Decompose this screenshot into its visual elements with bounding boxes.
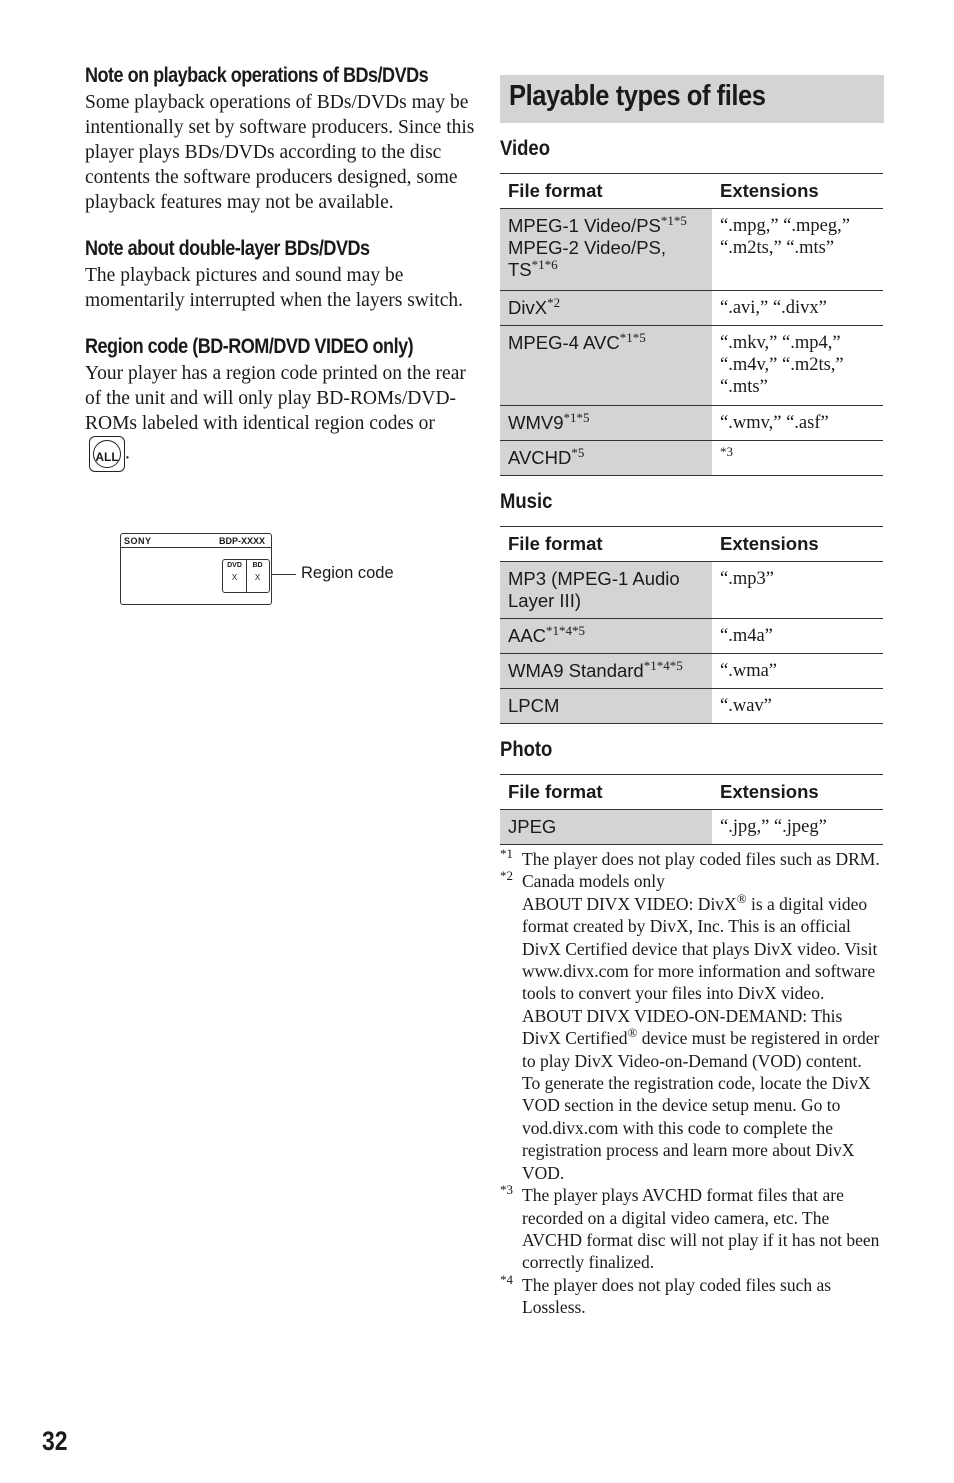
- format-cell: [500, 406, 712, 441]
- col-extensions: Extensions: [712, 174, 883, 209]
- extensions-cell: “.wav”: [712, 689, 883, 724]
- footnote-mark: *1: [500, 846, 513, 861]
- left-column: [85, 62, 475, 492]
- footnote-text: The player plays AVCHD format files that are recorded on a digital video camera, etc. The AVCHD format disc will not play if it has not been correctly finalized.: [522, 1185, 880, 1273]
- col-extensions: Extensions: [712, 775, 883, 810]
- format-cell: [500, 562, 712, 619]
- table-row: [500, 689, 883, 724]
- format-name: MPEG-2 Video/PS, TS: [508, 237, 667, 280]
- extensions-cell: “.wma”: [712, 654, 883, 689]
- table-row: [500, 406, 883, 441]
- format-name: MP3 (MPEG-1 Audio Layer III): [508, 568, 680, 611]
- all-mark-label: ALL: [95, 450, 119, 464]
- registered-mark: ®: [736, 890, 747, 906]
- footnote-ref: *1*6: [531, 256, 558, 272]
- extensions-cell: “.mp3”: [712, 562, 883, 619]
- extensions-cell: “.mkv,” “.mp4,” “.m4v,” “.m2ts,” “.mts”: [712, 326, 883, 406]
- format-name: AAC: [508, 625, 547, 646]
- col-file-format: File format: [500, 527, 712, 562]
- format-name: WMV9: [508, 412, 564, 433]
- photo-heading: Photo: [500, 738, 553, 761]
- table-header-row: [500, 174, 883, 209]
- section-title: Playable types of files: [509, 80, 766, 112]
- footnote-ref: *5: [571, 444, 585, 460]
- music-heading: Music: [500, 490, 553, 513]
- model-label: BDP-XXXX: [219, 536, 266, 546]
- bd-label: BD: [252, 562, 263, 569]
- footnote-ref: *3: [720, 443, 733, 459]
- footnote-ref: *1*5: [660, 212, 687, 228]
- bd-region-value: X: [254, 573, 261, 582]
- col-file-format: File format: [500, 174, 712, 209]
- footnote-mark: *3: [500, 1182, 513, 1198]
- bd-region-cell: [246, 560, 269, 592]
- paragraph-region-code: [85, 361, 475, 472]
- table-header-row: [500, 775, 883, 810]
- footnote-ref: *2: [547, 294, 561, 310]
- dvd-region-cell: [223, 560, 247, 592]
- extensions-cell: [712, 441, 883, 476]
- video-table: [500, 173, 883, 476]
- footnote-ref: *1*5: [563, 409, 590, 425]
- divx-text: is a digital video format created by DivX, Inc. This is an official DivX Certified device that plays DivX video. Visit www.divx.com for more information and software tools to convert your files into DivX video.: [522, 893, 878, 1004]
- format-name: DivX: [508, 297, 548, 318]
- photo-table: [500, 774, 883, 845]
- format-cell: [500, 810, 712, 845]
- footnotes: [500, 848, 884, 1319]
- video-heading: Video: [500, 137, 550, 160]
- dvd-region-value: X: [231, 573, 238, 582]
- footnote-text: The player does not play coded files such as Lossless.: [522, 1274, 832, 1318]
- footnote-text: The player does not play coded files such as DRM.: [522, 849, 880, 869]
- table-row: [500, 810, 883, 845]
- format-name: AVCHD: [508, 447, 572, 468]
- registered-mark: ®: [627, 1025, 638, 1041]
- region-code-label: [222, 559, 270, 593]
- format-cell: [500, 291, 712, 326]
- footnote: [500, 1184, 884, 1274]
- divx-text: device must be registered in order to play DivX Video-on-Demand (VOD) content. To generate the registration code, locate the DivX VOD section in the device setup menu. Go to vod.divx.com with this code to complete the registration process and learn more about DivX VOD.: [522, 1028, 880, 1183]
- music-table: [500, 526, 883, 724]
- table-row: [500, 209, 883, 291]
- heading-double-layer: Note about double-layer BDs/DVDs: [85, 237, 370, 260]
- callout-line: [272, 574, 296, 575]
- footnote-ref: *1*4*5: [643, 657, 683, 673]
- table-row: [500, 441, 883, 476]
- paragraph-double-layer: The playback pictures and sound may be momentarily interrupted when the layers switch.: [85, 265, 463, 311]
- heading-region-code: Region code (BD-ROM/DVD VIDEO only): [85, 335, 414, 358]
- format-cell: [500, 326, 712, 406]
- paragraph-playback-note: Some playback operations of BDs/DVDs may be intentionally set by software producers. Since this player plays BDs/DVDs according to the disc contents the software producers designed, some playback features may not be available.: [85, 92, 475, 213]
- format-name: WMA9 Standard: [508, 660, 644, 681]
- format-cell: [500, 689, 712, 724]
- format-cell: [500, 619, 712, 654]
- region-code-callout: Region code: [301, 564, 394, 582]
- footnote-text: Canada models only: [522, 871, 665, 892]
- footnote-mark: *4: [500, 1271, 513, 1287]
- format-name: JPEG: [508, 816, 557, 837]
- extensions-cell: “.mpg,” “.mpeg,” “.m2ts,” “.mts”: [712, 209, 883, 291]
- extensions-cell: “.wmv,” “.asf”: [712, 406, 883, 441]
- extensions-cell: “.avi,” “.divx”: [712, 291, 883, 326]
- table-row: [500, 562, 883, 619]
- format-name: MPEG-1 Video/PS: [508, 215, 661, 236]
- format-cell: [500, 654, 712, 689]
- format-cell: [500, 209, 712, 291]
- right-column: [500, 75, 884, 845]
- divx-video-paragraph: [522, 890, 884, 1005]
- footnote-mark: *2: [500, 868, 513, 884]
- extensions-cell: “.m4a”: [712, 619, 883, 654]
- table-row: [500, 291, 883, 326]
- divider: [121, 547, 271, 548]
- footnote-ref: *1*5: [619, 329, 646, 345]
- col-file-format: File format: [500, 775, 712, 810]
- table-row: [500, 619, 883, 654]
- table-header-row: [500, 527, 883, 562]
- region-all-icon: [89, 436, 125, 472]
- format-name: MPEG-4 AVC: [508, 332, 620, 353]
- divx-text: ABOUT DIVX VIDEO: DivX: [522, 893, 737, 914]
- page-number: 32: [42, 1426, 68, 1456]
- footnote-ref: *1*4*5: [546, 622, 586, 638]
- brand-logo: SONY: [124, 536, 152, 546]
- heading-playback-note: Note on playback operations of BDs/DVDs: [85, 64, 429, 87]
- footnote: [500, 1271, 884, 1319]
- dvd-label: DVD: [227, 562, 242, 569]
- footnote: [500, 870, 884, 1184]
- divx-text: ABOUT DIVX VIDEO-ON-DEMAND: This DivX Certified: [522, 1005, 843, 1049]
- divx-vod-paragraph: [522, 1005, 884, 1184]
- region-text-end: .: [125, 442, 130, 464]
- table-row: [500, 326, 883, 406]
- format-name: LPCM: [508, 695, 560, 716]
- table-row: [500, 654, 883, 689]
- section-banner: [500, 75, 884, 123]
- format-cell: [500, 441, 712, 476]
- player-rear-illustration: [120, 533, 272, 605]
- extensions-cell: “.jpg,” “.jpeg”: [712, 810, 883, 845]
- region-text: Your player has a region code printed on the rear of the unit and will only play BD-ROMs/DVD-ROMs labeled with identical region codes or: [85, 363, 466, 434]
- footnote: [500, 848, 884, 870]
- col-extensions: Extensions: [712, 527, 883, 562]
